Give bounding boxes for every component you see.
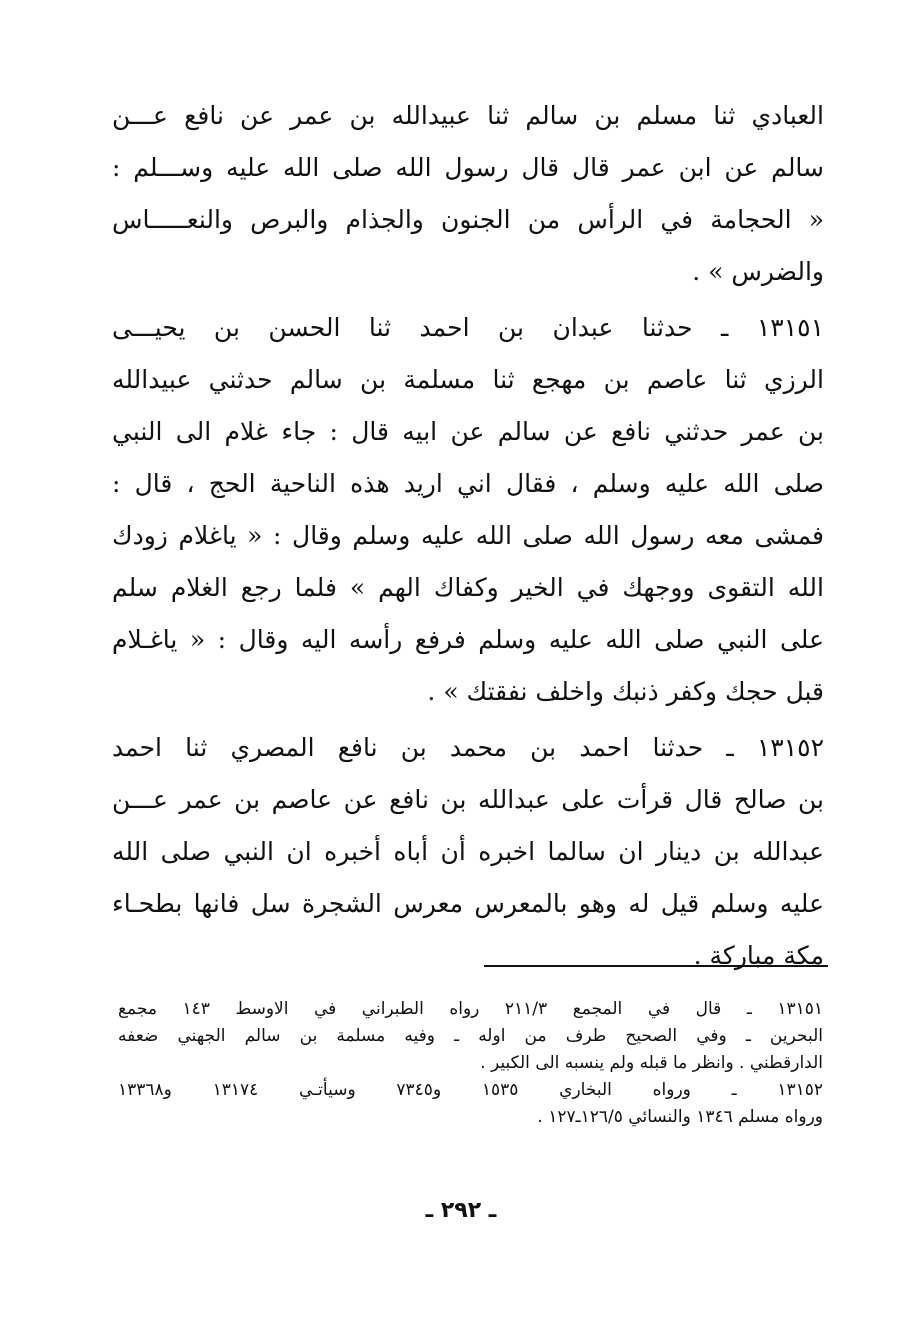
- text-line: « الحجامة في الرأس من الجنون والجذام والبرص والنعـــــاس: [112, 205, 824, 234]
- text-line: عليه وسلم قيل له وهو بالمعرس معرس الشجرة سل فانها بطحـاء: [112, 889, 824, 918]
- text-line: سالم عن ابن عمر قال قال رسول الله صلى الله عليه وســـلم :: [112, 153, 824, 182]
- footnotes: [118, 996, 823, 1131]
- text-line: ١٣١٥١ ـ حدثنا عبدان بن احمد ثنا الحسن بن يحيـــى: [112, 313, 824, 342]
- text-line: الرزي ثنا عاصم بن مهجع ثنا مسلمة بن سالم حدثني عبيدالله: [112, 365, 824, 394]
- hadith-13152: [112, 722, 824, 982]
- text-line: قبل حجك وكفر ذنبك واخلف نفقتك » .: [427, 677, 824, 706]
- footnote-line: ١٣١٥١ ـ قال في المجمع ٢١١/٣ رواه الطبراني في الاوسط ١٤٣ مجمع: [118, 999, 823, 1019]
- footnote-13152: [118, 1077, 823, 1131]
- footnote-separator: [484, 965, 828, 967]
- main-text: [112, 90, 824, 982]
- text-line: على النبي صلى الله عليه وسلم فرفع رأسه اليه وقال : « ياغـلام: [112, 625, 824, 654]
- paragraph-continuation: [112, 90, 824, 298]
- text-line: العبادي ثنا مسلم بن سالم ثنا عبيدالله بن عمر عن نافع عـــن: [112, 101, 824, 130]
- text-line: بن عمر حدثني نافع عن سالم عن ابيه قال : جاء غلام الى النبي: [112, 417, 824, 446]
- footnote-line: ١٣١٥٢ ـ ورواه البخاري ١٥٣٥ و٧٣٤٥ وسيأتـي ١٣١٧٤ و١٣٣٦٨: [118, 1080, 823, 1100]
- text-line: فمشى معه رسول الله صلى الله عليه وسلم وقال : « ياغلام زودك: [112, 521, 824, 550]
- text-line: مكة مباركة .: [693, 941, 824, 970]
- text-line: والضرس » .: [692, 257, 824, 286]
- text-line: عبدالله بن دينار ان سالما اخبره أن أباه أخبره ان النبي صلى الله: [112, 837, 824, 866]
- footnote-line: ورواه مسلم ١٣٤٦ والنسائي ١٢٦/٥ـ١٢٧ .: [537, 1107, 823, 1127]
- footnote-line: البحرين ـ وفي الصحيح طرف من اوله ـ وفيه مسلمة بن سالم الجهني ضعفه: [118, 1026, 823, 1046]
- footnote-13151: [118, 996, 823, 1077]
- hadith-13151: [112, 302, 824, 718]
- text-line: الله التقوى ووجهك في الخير وكفاك الهم » فلما رجع الغلام سلم: [112, 573, 824, 602]
- page-number: ـ ٢٩٢ ـ: [425, 1198, 497, 1223]
- text-line: ١٣١٥٢ ـ حدثنا احمد بن محمد بن نافع المصري ثنا احمد: [112, 733, 824, 762]
- footnote-line: الدارقطني . وانظر ما قبله ولم ينسبه الى الكبير .: [480, 1053, 823, 1073]
- text-line: بن صالح قال قرأت على عبدالله بن نافع عن عاصم بن عمر عـــن: [112, 785, 824, 814]
- text-line: صلى الله عليه وسلم ، فقال اني اريد هذه الناحية الحج ، قال :: [112, 469, 824, 498]
